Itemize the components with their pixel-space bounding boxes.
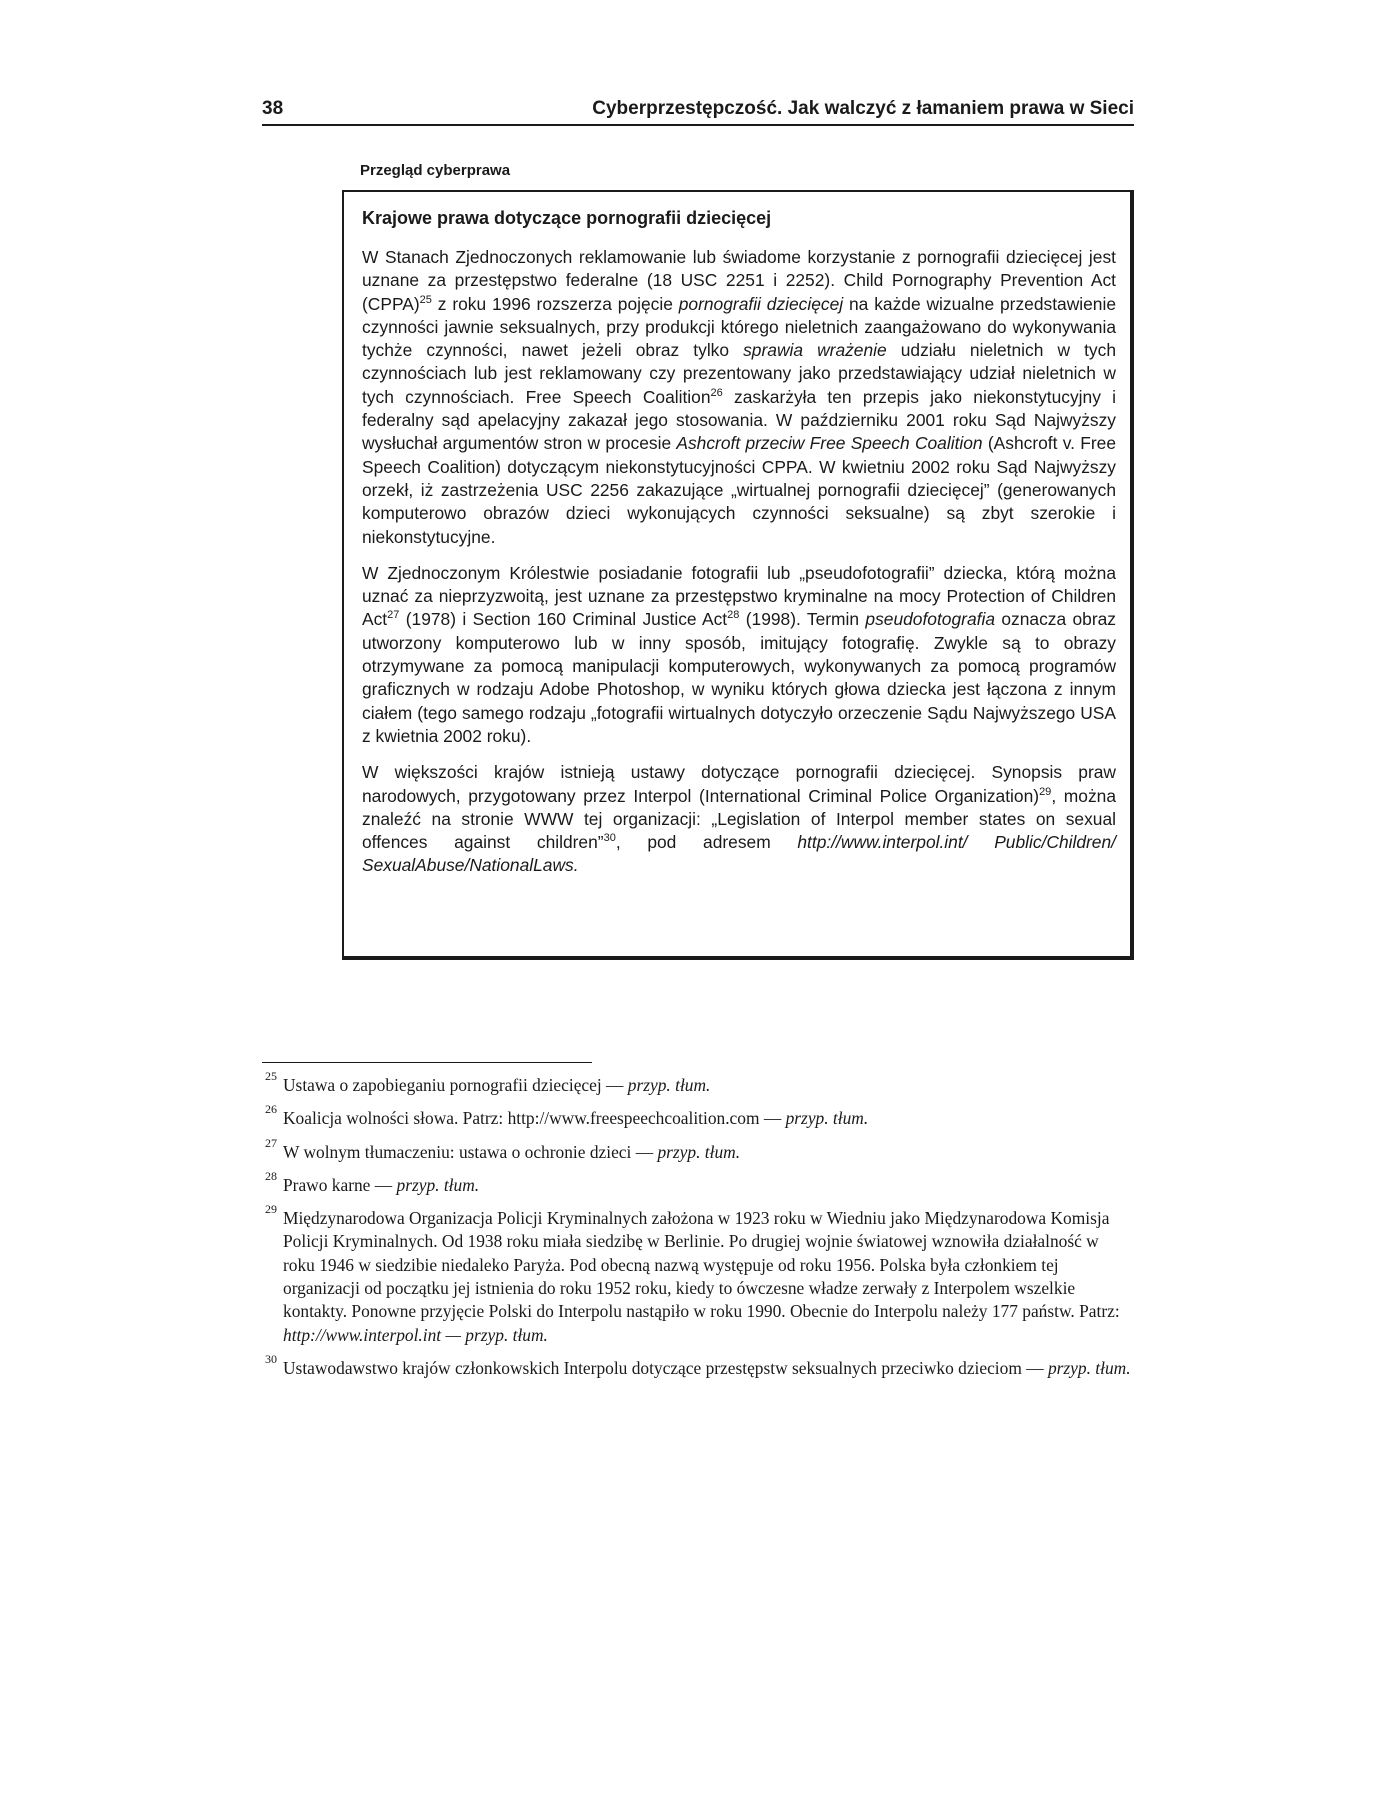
footnote-number: 25 bbox=[265, 1069, 277, 1083]
section-label: Przegląd cyberprawa bbox=[360, 162, 511, 179]
box-paragraph-3: W większości krajów istnieją ustawy dotyczące pornografii dziecięcej. Synopsis praw narodowych, przygotowany przez Interpol (International Criminal Police Organization)$^{29}$, można znaleźć na stronie WWW tej organizacji: „Legislation of Interpol member states on sexual offences against children”$^{30}$, pod adresem http://www.interpol.int/ Public/Children/ SexualAbuse/NationalLaws. bbox=[362, 762, 1116, 876]
footnote-number: 26 bbox=[265, 1102, 277, 1117]
footnote: 28 Prawo karne — przyp. tłum. bbox=[265, 1168, 480, 1195]
page-number: 38 bbox=[262, 98, 284, 119]
footnote-divider bbox=[262, 1062, 592, 1063]
footnote-number: 29 bbox=[265, 1202, 277, 1217]
footnote-ref: 25 bbox=[419, 293, 432, 306]
footnote-number: 27 bbox=[265, 1135, 277, 1150]
running-header bbox=[262, 94, 1134, 126]
footnote-number: 30 bbox=[265, 1351, 277, 1366]
footnote: 26 Koalicja wolności słowa. Patrz: http://www.freespeechcoalition.com — przyp. tłum. bbox=[265, 1102, 869, 1129]
book-title: Cyberprzestępczość. Jak walczyć z łamaniem prawa w Sieci bbox=[592, 98, 1134, 119]
footnote-ref: 28 bbox=[727, 609, 740, 622]
footnote: 25 Ustawa o zapobieganiu pornografii dziecięcej — przyp. tłum. bbox=[265, 1069, 711, 1095]
sidebar-box bbox=[342, 190, 1134, 960]
footnote-ref: 30 bbox=[603, 832, 616, 845]
box-title: Krajowe prawa dotyczące pornografii dziecięcej bbox=[362, 208, 772, 228]
footnote: 29 Międzynarodowa Organizacja Policji Kryminalnych założona w 1923 roku w Wiedniu jako Międzynarodowa Komisja Policji Kryminalnych. Od 1938 roku miała siedzibę w Berlinie. Po drugiej wojnie światowej wznowiła działalność w roku 1946 w siedzibie niedaleko Paryża. Pod obecną nazwą występuje od roku 1956. Polska była członkiem tej organizacji od początku jej istnienia do roku 1952 roku, kiedy to ówczesne władze zerwały z Interpolem wszelkie kontakty. Ponowne przyjęcie Polski do Interpolu nastąpiło w roku 1990. Obecnie do Interpolu należy 177 państw. Patrz: http://www.interpol.int — przyp. tłum. bbox=[265, 1202, 1120, 1345]
footnote: 30 Ustawodawstwo krajów członkowskich Interpolu dotyczące przestępstw seksualnych przeciwko dzieciom — przyp. tłum. bbox=[265, 1351, 1131, 1378]
box-paragraph-2: W Zjednoczonym Królestwie posiadanie fotografii lub „pseudofotografii” dziecka, którą można uznać za nieprzyzwoitą, jest uznane za przestępstwo kryminalne na mocy Protection of Children Act$^{27}$ (1978) i Section 160 Criminal Justice Act$^{28}$ (1998). Termin pseudofotografia oznacza obraz utworzony komputerowo lub w inny sposób, imitujący fotografię. Zwykle są to obrazy otrzymywane za pomocą manipulacji komputerowych, wykonywanych za pomocą programów graficznych w rodzaju Adobe Photoshop, w wyniku których głowa dziecka jest łączona z innym ciałem (tego samego rodzaju „fotografii wirtualnych dotyczyło orzeczenie Sądu Najwyższego USA z kwietnia 2002 roku). bbox=[362, 562, 1116, 746]
footnote-ref: 29 bbox=[1039, 785, 1052, 798]
footnote-number: 28 bbox=[265, 1168, 277, 1183]
footnote-ref: 27 bbox=[387, 609, 400, 622]
box-paragraph-1: W Stanach Zjednoczonych reklamowanie lub świadome korzystanie z pornografii dziecięcej jest uznane za przestępstwo federalne (18 USC 2251 i 2252). Child Pornography Prevention Act (CPPA)$^{25}$ z roku 1996 rozszerza pojęcie pornografii dziecięcej na każde wizualne przedstawienie czynności jawnie seksualnych, przy produkcji którego nieletnich zaangażowano do wykonywania tychże czynności, nawet jeżeli obraz tylko sprawia wrażenie udziału nieletnich w tych czynnościach lub jest reklamowany czy prezentowany jako przedstawiający udział nieletnich w tych czynnościach. Free Speech Coalition$^{26}$ zaskarżyła ten przepis jako niekonstytucyjny i federalny sąd apelacyjny zakazał jego stosowania. W październiku 2001 roku Sąd Najwyższy wysłuchał argumentów stron w procesie Ashcroft przeciw Free Speech Coalition (Ashcroft v. Free Speech Coalition) dotyczącym niekonstytucyjności CPPA. W kwietniu 2002 roku Sąd Najwyższy orzekł, iż zastrzeżenia USC 2256 zakazujące „wirtualnej pornografii dziecięcej” (generowanych komputerowo obrazów dzieci wykonujących czynności seksualne) są zbyt szerokie i niekonstytucyjne. bbox=[362, 247, 1117, 547]
footnote: 27 W wolnym tłumaczeniu: ustawa o ochronie dzieci — przyp. tłum. bbox=[265, 1135, 741, 1162]
footnote-ref: 26 bbox=[710, 386, 723, 399]
footnotes bbox=[262, 1069, 1134, 1390]
